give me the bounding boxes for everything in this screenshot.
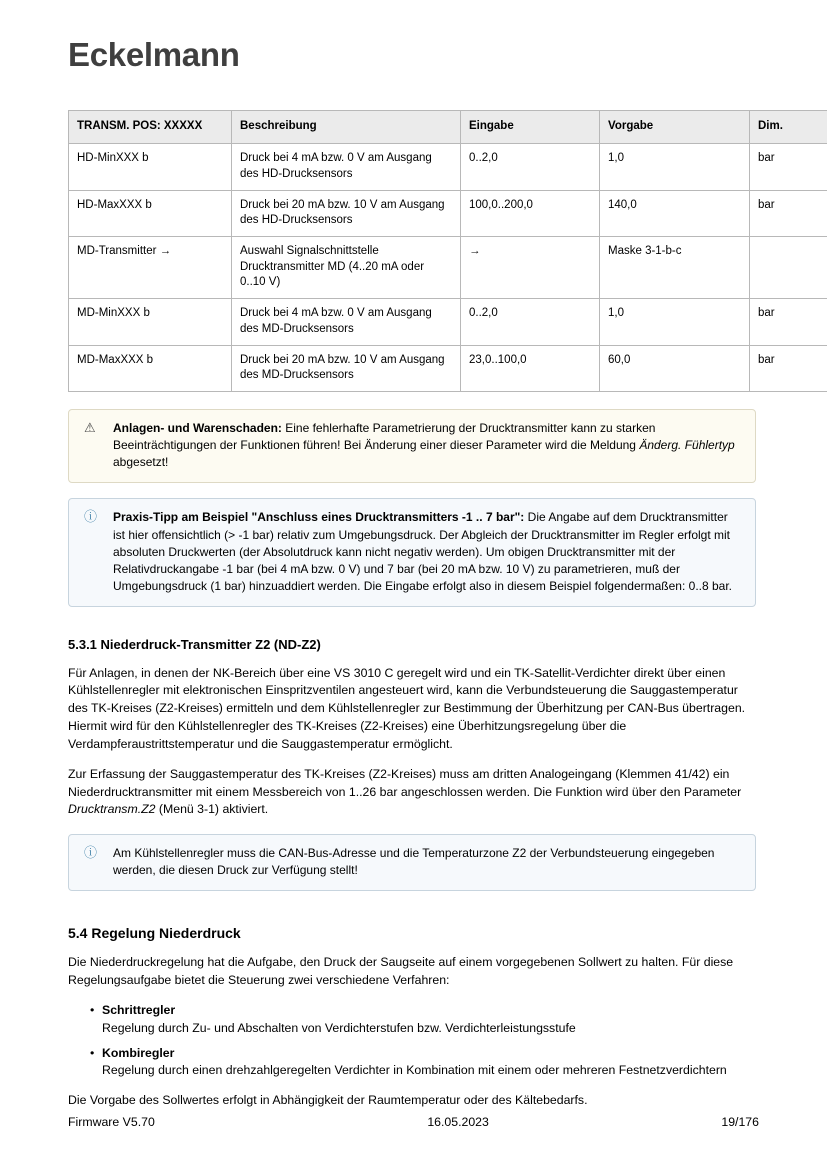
cell-input: 0..2,0 xyxy=(461,299,600,346)
cell-dim: bar xyxy=(750,190,827,237)
cell-name: HD-MaxXXX b xyxy=(69,190,232,237)
warning-callout xyxy=(68,409,756,483)
table-row xyxy=(69,144,827,191)
cell-name: MD-Transmitter → xyxy=(69,237,232,299)
warning-text xyxy=(113,421,735,469)
cell-description: Druck bei 4 mA bzw. 0 V am Ausgang des HD-Drucksensors xyxy=(232,144,461,191)
cell-input: 23,0..100,0 xyxy=(461,345,600,392)
table-header-cell-name: TRANSM. POS: XXXXX xyxy=(69,111,232,144)
cell-description: Druck bei 4 mA bzw. 0 V am Ausgang des MD-Drucksensors xyxy=(232,299,461,346)
table-header-cell-input: Eingabe xyxy=(461,111,600,144)
table-header-cell-description: Beschreibung xyxy=(232,111,461,144)
cell-default: 140,0 xyxy=(600,190,750,237)
cell-default: 1,0 xyxy=(600,299,750,346)
table-row xyxy=(69,237,827,299)
tip-title: Praxis-Tipp am Beispiel "Anschluss eines Drucktransmitters -1 .. 7 bar": xyxy=(113,510,525,525)
section-heading-5-3-1: 5.3.1 Niederdruck-Transmitter Z2 (ND-Z2) xyxy=(68,636,321,652)
table-row xyxy=(69,299,827,346)
cell-dim: bar xyxy=(750,144,827,191)
cell-description: Auswahl Signalschnittstelle Drucktransmitter MD (4..20 mA oder 0..10 V) xyxy=(232,237,461,299)
tip-body: Die Angabe auf dem Drucktransmitter ist hier offensichtlich (> -1 bar) relativ zum Umgebungsdruck. Der Abgleich der Drucktransmitter im Regler erfolgt mit absoluten Druckwerten (der Absolutdruck kann nicht negativ werden). Um obigen Drucktransmitter mit der Relativdruckangabe -1 bar (bei 4 mA bzw. 0 V) und 7 bar (bei 20 mA bzw. 10 V) zu parametrieren, muß der Umgebungsdruck (1 bar) hinzuaddiert werden. Die Eingabe erfolgt also in diesem Beispiel folgendermaßen: 0..8 bar. xyxy=(113,510,733,593)
table-header xyxy=(69,111,827,144)
cell-name: MD-MinXXX b xyxy=(69,299,232,346)
paragraph-part-b: (Menü 3-1) aktiviert. xyxy=(155,802,269,817)
cell-dim: bar xyxy=(750,299,827,346)
cell-description: Druck bei 20 mA bzw. 10 V am Ausgang des HD-Drucksensors xyxy=(232,190,461,237)
footer-firmware: Firmware V5.70 xyxy=(68,1115,155,1129)
warning-emphasis: Änderg. Fühlertyp xyxy=(639,438,735,453)
warning-triangle-icon: ⚠ xyxy=(84,420,96,436)
cell-input: → xyxy=(461,237,600,299)
cell-dim xyxy=(750,237,827,299)
note-callout xyxy=(68,834,756,891)
cell-default: 1,0 xyxy=(600,144,750,191)
list-item-label: • Kombiregler xyxy=(102,1045,175,1060)
note-text: Am Kühlstellenregler muss die CAN-Bus-Adresse und die Temperaturzone Z2 der Verbundsteuerung eingegeben werden, die diesen Druck zur Verfügung stellt! xyxy=(113,846,715,878)
paragraph-5-3-1-1: Für Anlagen, in denen der NK-Bereich über eine VS 3010 C geregelt wird und ein TK-Satellit-Verdichter direkt über einen Kühlstellenregler mit elektronischen Einspritzventilen angesteuert wird, kann die Verbundsteuerung die Sauggastemperatur des TK-Kreises (Z2-Kreises) ermitteln und dem Kühlstellenregler zur Bestimmung der Überhitzung per CAN-Bus übertragen. Hiermit wird für den Kühlstellenregler des TK-Kreises (Z2-Kreises) eine Überhitzungsregelung über die Verdampferaustrittstemperatur und die Sauggastemperatur ermöglicht. xyxy=(68,665,746,751)
table-header-cell-dim: Dim. xyxy=(750,111,827,144)
warning-body-1: Eine fehlerhafte Parametrierung der Drucktransmitter kann zu starken Beeinträchtigungen der Funktionen führen! Bei Änderung einer dieser Parameter wird die Meldung xyxy=(113,421,656,453)
info-circle-icon: ⓘ xyxy=(84,845,98,861)
footer-date: 16.05.2023 xyxy=(427,1115,489,1129)
cell-input: 100,0..200,0 xyxy=(461,190,600,237)
page-footer xyxy=(68,1115,759,1129)
table-header-cell-default: Vorgabe xyxy=(600,111,750,144)
warning-body-2: abgesetzt! xyxy=(113,455,169,470)
cell-input: 0..2,0 xyxy=(461,144,600,191)
tip-callout xyxy=(68,498,756,606)
table-row xyxy=(69,190,827,237)
cell-description: Druck bei 20 mA bzw. 10 V am Ausgang des MD-Drucksensors xyxy=(232,345,461,392)
parameter-table xyxy=(68,110,827,392)
warning-title: Anlagen- und Warenschaden: xyxy=(113,421,282,436)
paragraph-5-3-1-2 xyxy=(68,766,756,819)
paragraph-5-4-1: Die Niederdruckregelung hat die Aufgabe, den Druck der Saugseite auf einem vorgegebenen Sollwert zu halten. Für diese Regelungsaufgabe bietet die Steuerung zwei verschiedene Verfahren: xyxy=(68,955,734,988)
paragraph-emphasis: Drucktransm.Z2 xyxy=(68,802,156,817)
paragraph-5-4-2: Die Vorgabe des Sollwertes erfolgt in Abhängigkeit der Raumtemperatur oder des Kältebedarfs. xyxy=(68,1093,588,1108)
company-logo: Eckelmann xyxy=(68,36,240,73)
cell-name: HD-MinXXX b xyxy=(69,144,232,191)
list-item xyxy=(90,1002,756,1038)
cell-dim: bar xyxy=(750,345,827,392)
table-row xyxy=(69,345,827,392)
list-item xyxy=(90,1045,756,1081)
table-header-row xyxy=(69,111,827,144)
table-body xyxy=(69,144,827,392)
regulation-methods-list xyxy=(68,1002,756,1080)
paragraph-part-a: Zur Erfassung der Sauggastemperatur des TK-Kreises (Z2-Kreises) muss am dritten Analogeingang (Klemmen 41/42) ein Niederdrucktransmitter mit einem Messbereich von 1..26 bar angeschlossen werden. Die Funktion wird über den Parameter xyxy=(68,766,742,799)
section-heading-5-4: 5.4 Regelung Niederdruck xyxy=(68,925,241,942)
cell-default: 60,0 xyxy=(600,345,750,392)
cell-default: Maske 3-1-b-c xyxy=(600,237,750,299)
list-item-label: • Schrittregler xyxy=(102,1002,176,1017)
info-circle-icon: ⓘ xyxy=(84,509,98,525)
list-item-text: Regelung durch einen drehzahlgeregelten Verdichter in Kombination mit einem oder mehreren Festnetzverdichtern xyxy=(102,1063,727,1078)
footer-page-number: 19/176 xyxy=(721,1115,759,1129)
tip-text xyxy=(113,510,732,592)
list-item-text: Regelung durch Zu- und Abschalten von Verdichterstufen bzw. Verdichterleistungsstufe xyxy=(102,1020,576,1035)
cell-name: MD-MaxXXX b xyxy=(69,345,232,392)
